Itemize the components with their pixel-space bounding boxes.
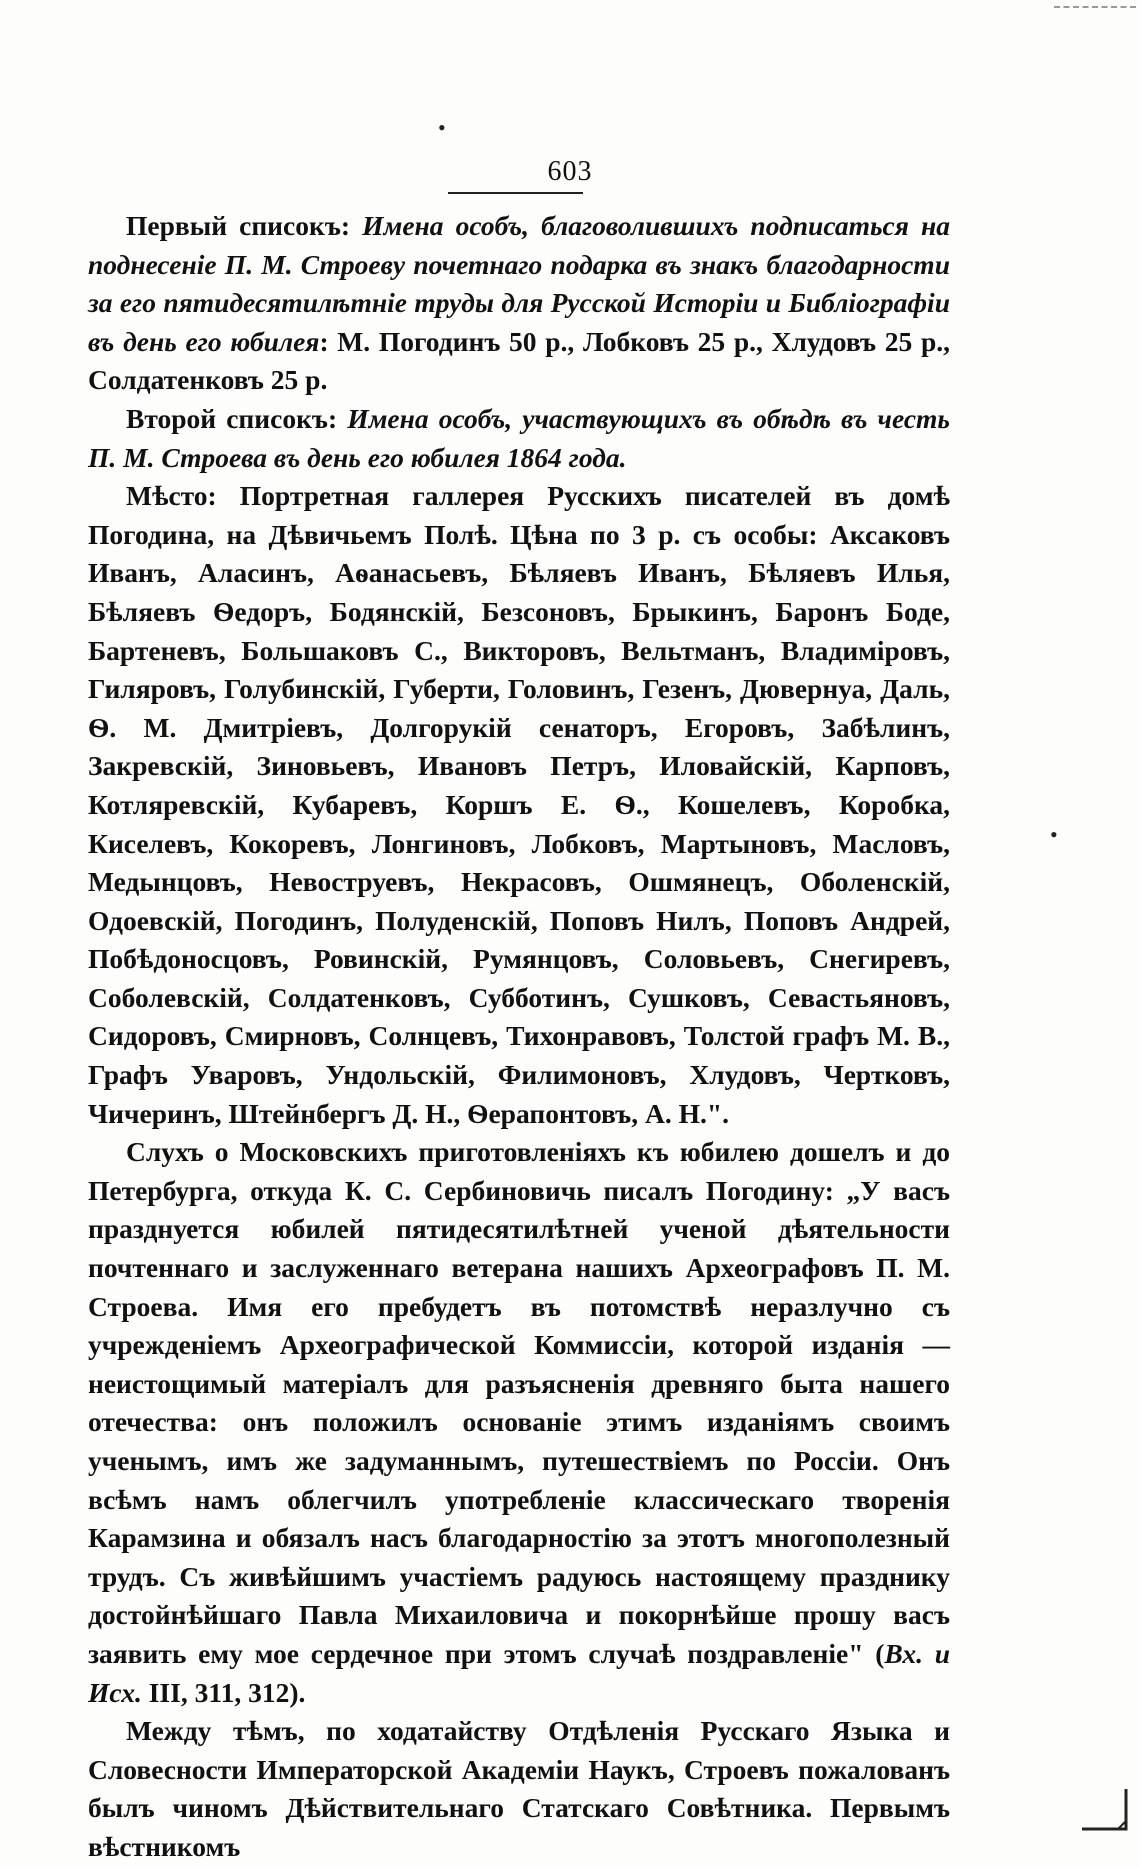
paragraph-text: Слухъ о Московскихъ приготовленіяхъ къ юбилею дошелъ и до Петербурга, откуда К. С. Сербиновичь писалъ Погодину: „У васъ празднуется юбилей пятидесятилѣтней ученой дѣятельности почтеннаго и заслуженнаго ветерана нашихъ Археографовъ П. М. Строева. Имя его пребудетъ въ потомствѣ неразлучно съ учрежденіемъ Археографической Коммиссіи, которой изданія —неистощимый матеріалъ для разъясненія древняго быта нашего отечества: онъ положилъ основаніе этимъ изданіямъ своимъ ученымъ, имъ же задуманнымъ, путешествіемъ по Россіи. Онъ всѣмъ намъ облегчилъ употребленіе классическаго творенія Карамзина и обязалъ насъ благодарностію за этотъ многополезный трудъ. Съ живѣйшимъ участіемъ радуюсь настоящему празднику достойнѣйшаго Павла Михаиловича и покорнѣйше прошу васъ заявить ему мое сердечное при этомъ случаѣ поздравленіе" ( bbox=[88, 1136, 950, 1669]
citation-italic: Вх. и Исх. bbox=[88, 1637, 950, 1708]
paragraph-second-list bbox=[88, 400, 950, 477]
page-number: 603 bbox=[547, 156, 593, 187]
paragraph-lead: Второй списокъ: bbox=[126, 402, 348, 434]
paragraph-italic: Имена особъ, благоволившихъ подписаться на поднесеніе П. М. Строеву почетнаго подарка въ знакъ благодарности за его пятидесятилѣтніе труды для Русской Исторіи и Библіографіи въ день его юбилея bbox=[88, 210, 950, 357]
paragraph-lead: Первый списокъ: bbox=[126, 210, 363, 241]
page-body bbox=[88, 207, 950, 1867]
paragraph-text: Мѣсто: Портретная галлерея Русскихъ писателей въ домѣ Погодина, на Дѣвичьемъ Полѣ. Цѣна по 3 р. съ особы: Аксаковъ Иванъ, Аласинъ, Аѳанасьевъ, Бѣляевъ Иванъ, Бѣляевъ Илья, Бѣляевъ Ѳедоръ, Бодянскій, Безсоновъ, Брыкинъ, Баронъ Боде, Бартеневъ, Большаковъ С., Викторовъ, Вельтманъ, Владиміровъ, Гиляровъ, Голубинскій, Губерти, Головинъ, Гезенъ, Дювернуа, Даль, Ѳ. М. Дмитріевъ, Долгорукій сенаторъ, Егоровъ, Забѣлинъ, Закревскій, Зиновьевъ, Ивановъ Петръ, Иловайскій, Карповъ, Котляревскій, Кубаревъ, Коршъ Е. Ѳ., Кошелевъ, Коробка, Киселевъ, Кокоревъ, Лонгиновъ, Лобковъ, Мартыновъ, Масловъ, Медынцовъ, Невоструевъ, Некрасовъ, Ошмянецъ, Оболенскій, Одоевскій, Погодинъ, Полуденскій, Поповъ Нилъ, Поповъ Андрей, Побѣдоносцовъ, Ровинскій, Румянцовъ, Соловьевъ, Снегиревъ, Соболевскій, Солдатенковъ, Субботинъ, Сушковъ, Севастьяновъ, Сидоровъ, Смирновъ, Солнцевъ, Тихонравовъ, Толстой графъ М. В., Графъ Уваровъ, Ундольскій, Филимоновъ, Хлудовъ, Чертковъ, Чичеринъ, Штейнбергъ Д. Н., Ѳерапонтовъ, А. Н.". bbox=[88, 480, 950, 1129]
stray-dot-mark: • bbox=[1050, 822, 1058, 847]
top-edge-rule bbox=[1054, 6, 1136, 8]
paragraph-promotion bbox=[88, 1712, 950, 1866]
paragraph-text: Между тѣмъ, по ходатайству Отдѣленія Русскаго Языка и Словесности Императорской Академіи Наукъ, Строевъ пожалованъ былъ чиномъ Дѣйствительнаго Статскаго Совѣтника. Первымъ вѣстникомъ bbox=[88, 1715, 950, 1862]
paragraph-first-list bbox=[88, 207, 950, 400]
page-corner-fold-icon bbox=[1078, 1785, 1130, 1833]
stray-dot-mark: • bbox=[438, 115, 446, 140]
citation-text: III, 311, 312). bbox=[141, 1676, 306, 1708]
paragraph-place-and-names bbox=[88, 477, 950, 1133]
page-number-underline bbox=[448, 192, 583, 194]
paragraph-italic: Имена особъ, участвующихъ въ обѣдѣ въ честь П. М. Строева въ день его юбилея 1864 года. bbox=[88, 402, 950, 473]
paragraph-petersburg-letter bbox=[88, 1133, 950, 1712]
paragraph-text: : М. Погодинъ 50 р., Лобковъ 25 р., Хлудовъ 25 р., Солдатенковъ 25 р. bbox=[88, 325, 950, 396]
